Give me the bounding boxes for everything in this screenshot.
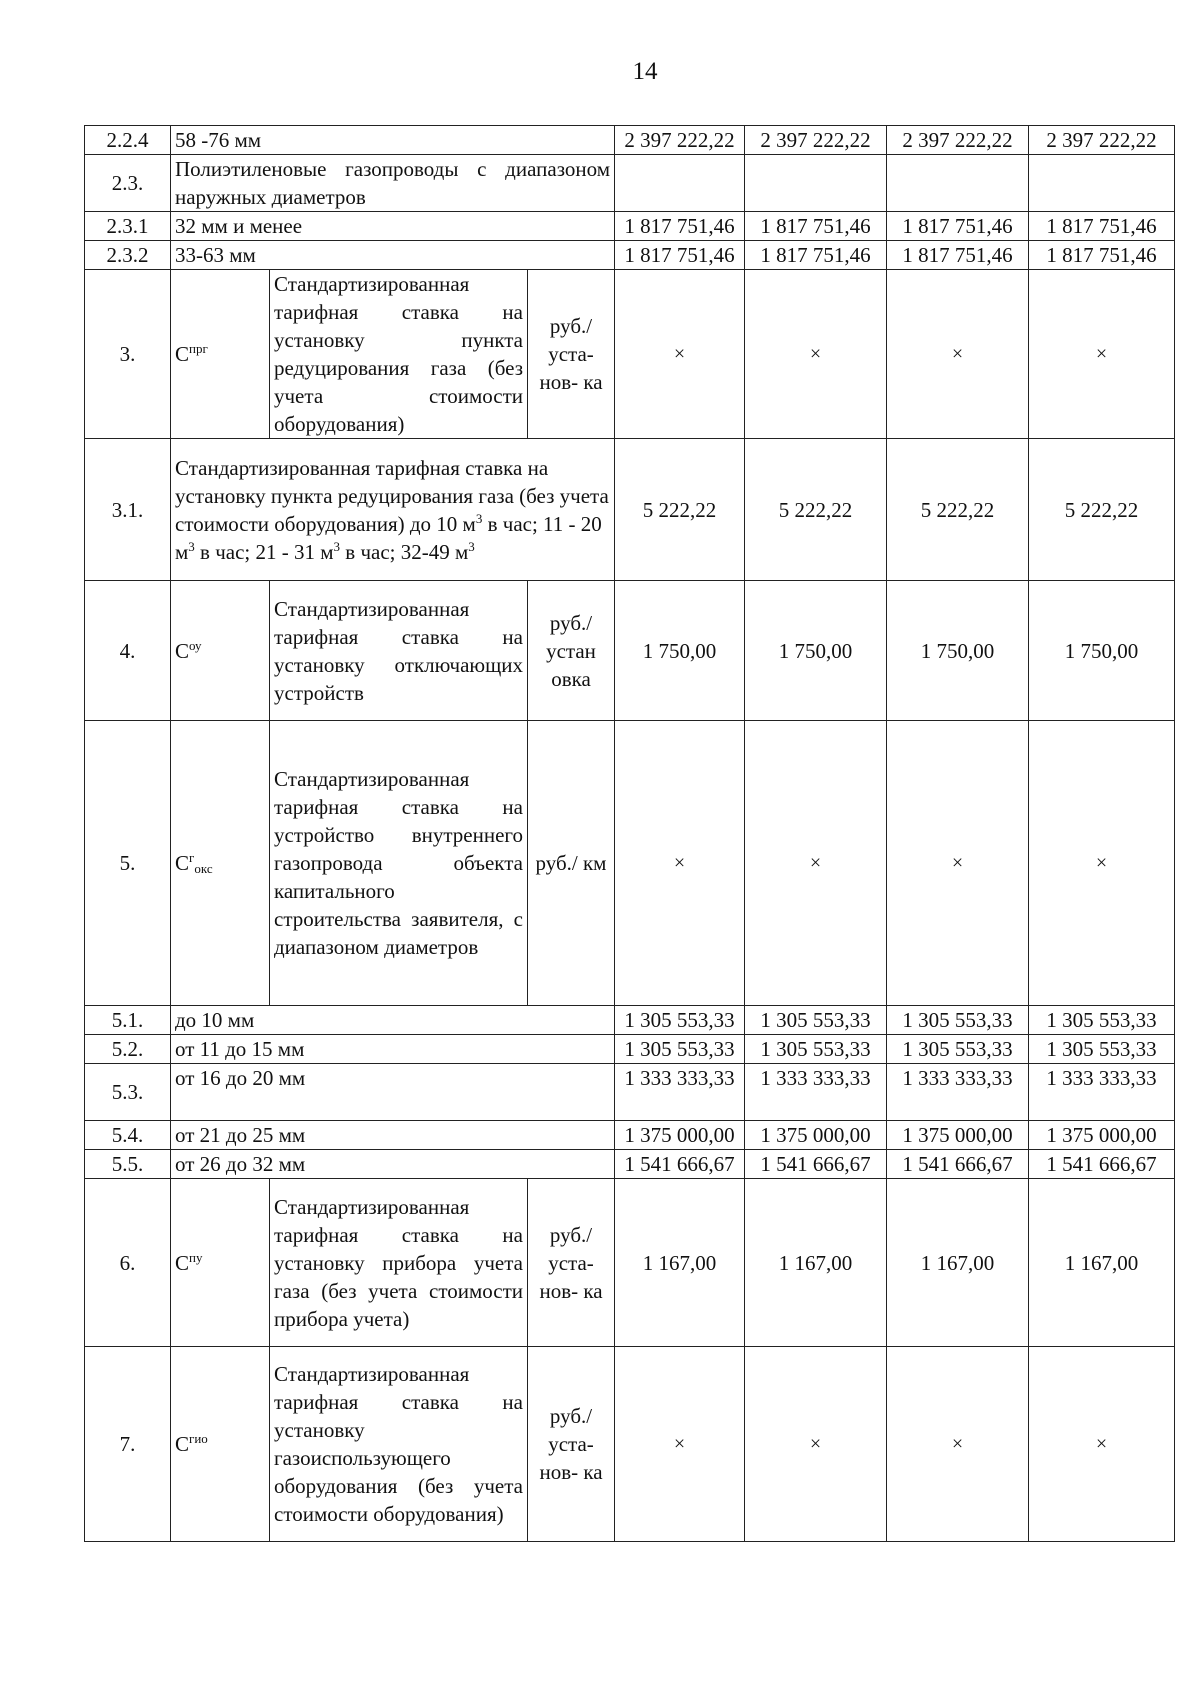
- value-cell: ×: [745, 1347, 887, 1542]
- row-description: Стандартизированная тарифная ставка на установку пункта редуцирования газа (без учета стоимости оборудования) до 10 $м^3$ в час; 11 - 20 $м^3$ в час; 21 - 31 $м^3$ в час; 32-49 $м^3$: [171, 439, 615, 581]
- unit-cell: руб./ устан овка: [528, 581, 615, 721]
- table-row: [85, 1121, 1175, 1150]
- rate-symbol: $С^г_{окс}$: [171, 721, 270, 1006]
- unit-cell: руб./ км: [528, 721, 615, 1006]
- value-cell: ×: [887, 1347, 1029, 1542]
- value-cell: 1 817 751,46: [615, 212, 745, 241]
- row-number: 5.2.: [85, 1035, 171, 1064]
- row-description: от 16 до 20 мм: [171, 1064, 615, 1121]
- value-cell: 2 397 222,22: [745, 126, 887, 155]
- value-cell: 1 305 553,33: [887, 1006, 1029, 1035]
- table-row: [85, 581, 1175, 721]
- table-row: [85, 1179, 1175, 1347]
- value-cell: ×: [887, 721, 1029, 1006]
- value-cell: 2 397 222,22: [1029, 126, 1175, 155]
- value-cell: ×: [745, 270, 887, 439]
- value-cell: 1 305 553,33: [615, 1035, 745, 1064]
- value-cell: [1029, 155, 1175, 212]
- row-description: от 21 до 25 мм: [171, 1121, 615, 1150]
- value-cell: 1 305 553,33: [615, 1006, 745, 1035]
- row-number: 5.5.: [85, 1150, 171, 1179]
- rate-name: Стандартизированная тарифная ставка на устройство внутреннего газопровода объекта капитального строительства заявителя, с диапазоном диаметров: [270, 721, 528, 1006]
- value-cell: 1 750,00: [1029, 581, 1175, 721]
- value-cell: ×: [615, 1347, 745, 1542]
- value-cell: 1 333 333,33: [1029, 1064, 1175, 1121]
- value-cell: 2 397 222,22: [887, 126, 1029, 155]
- row-description: от 26 до 32 мм: [171, 1150, 615, 1179]
- value-cell: 1 305 553,33: [745, 1035, 887, 1064]
- value-cell: 1 817 751,46: [745, 241, 887, 270]
- value-cell: 1 375 000,00: [615, 1121, 745, 1150]
- unit-cell: руб./ уста- нов- ка: [528, 270, 615, 439]
- value-cell: 5 222,22: [887, 439, 1029, 581]
- value-cell: ×: [745, 721, 887, 1006]
- value-cell: 1 375 000,00: [887, 1121, 1029, 1150]
- rate-name: Стандартизированная тарифная ставка на установку прибора учета газа (без учета стоимости прибора учета): [270, 1179, 528, 1347]
- value-cell: 1 750,00: [745, 581, 887, 721]
- value-cell: 1 817 751,46: [887, 241, 1029, 270]
- value-cell: 1 541 666,67: [1029, 1150, 1175, 1179]
- row-number: 5.1.: [85, 1006, 171, 1035]
- table-row: [85, 721, 1175, 1006]
- value-cell: 1 333 333,33: [615, 1064, 745, 1121]
- table-row: [85, 155, 1175, 212]
- value-cell: 1 305 553,33: [1029, 1006, 1175, 1035]
- value-cell: 1 167,00: [887, 1179, 1029, 1347]
- row-number: 2.3.: [85, 155, 171, 212]
- value-cell: 1 305 553,33: [1029, 1035, 1175, 1064]
- row-number: 2.3.2: [85, 241, 171, 270]
- tariff-table: [84, 125, 1175, 1542]
- row-number: 4.: [85, 581, 171, 721]
- row-number: 5.: [85, 721, 171, 1006]
- value-cell: 1 750,00: [615, 581, 745, 721]
- table-row: [85, 1347, 1175, 1542]
- value-cell: ×: [615, 270, 745, 439]
- rate-name: Стандартизированная тарифная ставка на установку отключающих устройств: [270, 581, 528, 721]
- row-description: 33-63 мм: [171, 241, 615, 270]
- row-number: 3.1.: [85, 439, 171, 581]
- value-cell: 1 167,00: [1029, 1179, 1175, 1347]
- rate-symbol: $С^{оу}$: [171, 581, 270, 721]
- row-number: 5.3.: [85, 1064, 171, 1121]
- value-cell: 1 541 666,67: [615, 1150, 745, 1179]
- rate-name: Стандартизированная тарифная ставка на установку газоиспользующего оборудования (без учета стоимости оборудования): [270, 1347, 528, 1542]
- table-row: [85, 270, 1175, 439]
- value-cell: [615, 155, 745, 212]
- unit-cell: руб./ уста- нов- ка: [528, 1347, 615, 1542]
- value-cell: ×: [1029, 1347, 1175, 1542]
- table-row: [85, 439, 1175, 581]
- value-cell: 1 817 751,46: [1029, 212, 1175, 241]
- page-number: 14: [632, 58, 658, 85]
- value-cell: ×: [615, 721, 745, 1006]
- value-cell: 1 817 751,46: [615, 241, 745, 270]
- row-description: до 10 мм: [171, 1006, 615, 1035]
- row-number: 6.: [85, 1179, 171, 1347]
- value-cell: 1 167,00: [615, 1179, 745, 1347]
- rate-symbol: $С^{гио}$: [171, 1347, 270, 1542]
- table-row: [85, 212, 1175, 241]
- unit-cell: руб./ уста- нов- ка: [528, 1179, 615, 1347]
- value-cell: 1 333 333,33: [745, 1064, 887, 1121]
- table-row: [85, 1064, 1175, 1121]
- row-number: 5.4.: [85, 1121, 171, 1150]
- value-cell: 1 817 751,46: [745, 212, 887, 241]
- value-cell: 2 397 222,22: [615, 126, 745, 155]
- value-cell: [887, 155, 1029, 212]
- value-cell: 1 541 666,67: [887, 1150, 1029, 1179]
- row-description: 32 мм и менее: [171, 212, 615, 241]
- value-cell: 1 817 751,46: [887, 212, 1029, 241]
- value-cell: ×: [1029, 721, 1175, 1006]
- value-cell: ×: [1029, 270, 1175, 439]
- row-number: 3.: [85, 270, 171, 439]
- row-description: 58 -76 мм: [171, 126, 615, 155]
- row-description: Полиэтиленовые газопроводы с диапазоном наружных диаметров: [171, 155, 615, 212]
- table-row: [85, 126, 1175, 155]
- row-number: 2.3.1: [85, 212, 171, 241]
- row-number: 2.2.4: [85, 126, 171, 155]
- value-cell: 5 222,22: [745, 439, 887, 581]
- value-cell: 1 333 333,33: [887, 1064, 1029, 1121]
- value-cell: ×: [887, 270, 1029, 439]
- table-row: [85, 241, 1175, 270]
- value-cell: 1 305 553,33: [887, 1035, 1029, 1064]
- value-cell: 1 167,00: [745, 1179, 887, 1347]
- value-cell: 1 375 000,00: [745, 1121, 887, 1150]
- value-cell: 5 222,22: [615, 439, 745, 581]
- rate-symbol: $С^{пу}$: [171, 1179, 270, 1347]
- value-cell: 1 541 666,67: [745, 1150, 887, 1179]
- value-cell: 1 750,00: [887, 581, 1029, 721]
- row-description: от 11 до 15 мм: [171, 1035, 615, 1064]
- rate-name: Стандартизированная тарифная ставка на установку пункта редуцирования газа (без учета стоимости оборудования): [270, 270, 528, 439]
- table-row: [85, 1006, 1175, 1035]
- table-row: [85, 1150, 1175, 1179]
- rate-symbol: $С^{прг}$: [171, 270, 270, 439]
- row-number: 7.: [85, 1347, 171, 1542]
- table-row: [85, 1035, 1175, 1064]
- value-cell: 1 817 751,46: [1029, 241, 1175, 270]
- value-cell: [745, 155, 887, 212]
- value-cell: 1 305 553,33: [745, 1006, 887, 1035]
- value-cell: 5 222,22: [1029, 439, 1175, 581]
- value-cell: 1 375 000,00: [1029, 1121, 1175, 1150]
